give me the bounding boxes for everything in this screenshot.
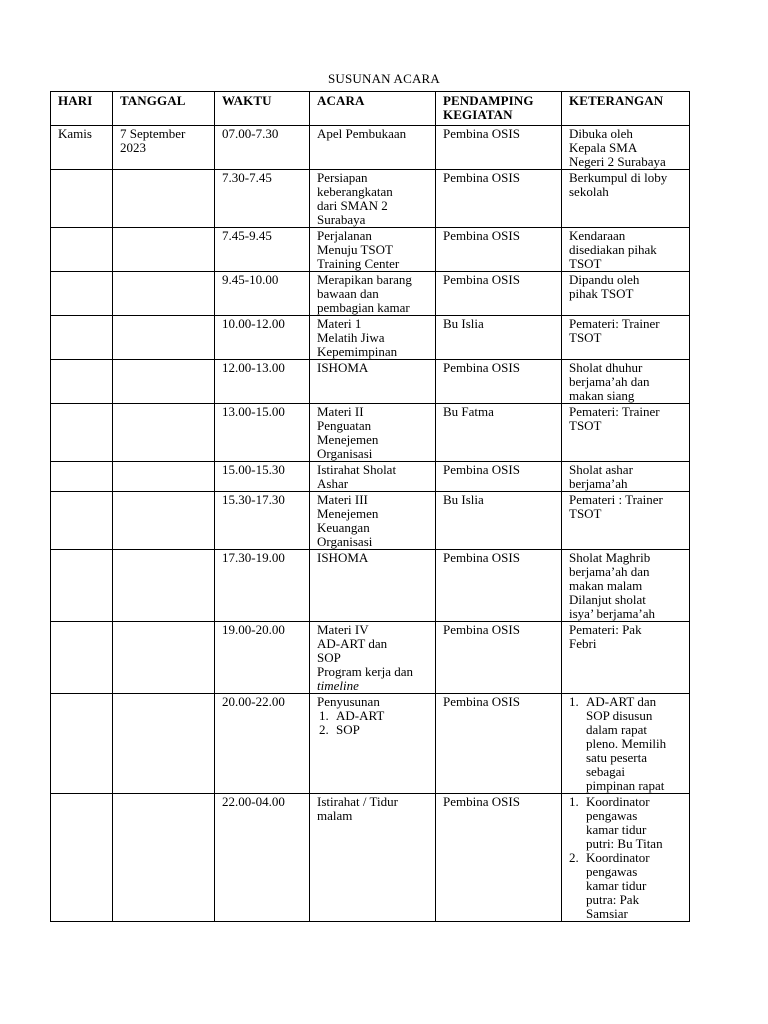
- keterangan-list-text: putri: Bu Titan: [586, 836, 663, 851]
- cell-keterangan-line: Kendaraan: [569, 228, 626, 243]
- cell-pendamping: Bu Fatma: [436, 404, 562, 462]
- keterangan-list-text: Koordinator: [586, 850, 650, 865]
- cell-acara-line: Persiapan: [317, 170, 368, 185]
- cell-keterangan-line: Pemateri : Trainer: [569, 492, 663, 507]
- cell-tanggal: [113, 462, 215, 492]
- cell-waktu: 13.00-15.00: [215, 404, 310, 462]
- cell-keterangan-line: sekolah: [569, 184, 609, 199]
- cell-acara: [310, 550, 436, 622]
- cell-keterangan-line: TSOT: [569, 506, 602, 521]
- cell-keterangan-line: TSOT: [569, 256, 602, 271]
- cell-acara: [310, 316, 436, 360]
- cell-waktu: 20.00-22.00: [215, 694, 310, 794]
- cell-acara-line: Organisasi: [317, 446, 373, 461]
- acara-list-number: 1.: [319, 708, 329, 723]
- cell-pendamping: Pembina OSIS: [436, 794, 562, 922]
- cell-waktu: 17.30-19.00: [215, 550, 310, 622]
- keterangan-list-text: satu peserta: [586, 750, 648, 765]
- cell-hari: [51, 316, 113, 360]
- keterangan-list-text: sebagai: [586, 764, 625, 779]
- cell-acara: [310, 360, 436, 404]
- keterangan-list-item: [569, 795, 682, 851]
- cell-acara: [310, 622, 436, 694]
- cell-keterangan-line: Sholat ashar: [569, 462, 633, 477]
- cell-keterangan-line: Dilanjut sholat: [569, 592, 646, 607]
- table-row: [51, 462, 690, 492]
- cell-keterangan: [562, 228, 690, 272]
- cell-hari: [51, 360, 113, 404]
- cell-pendamping: Pembina OSIS: [436, 272, 562, 316]
- keterangan-list-text: kamar tidur: [586, 822, 647, 837]
- cell-keterangan-line: berjama’ah dan: [569, 564, 650, 579]
- cell-acara: [310, 404, 436, 462]
- keterangan-list-number: 2.: [569, 850, 579, 865]
- schedule-table: [50, 91, 690, 922]
- cell-acara-line: pembagian kamar: [317, 300, 410, 315]
- cell-tanggal-line: 7 September: [120, 126, 186, 141]
- cell-keterangan-line: Pemateri: Trainer: [569, 316, 660, 331]
- cell-hari: [51, 272, 113, 316]
- cell-pendamping: Pembina OSIS: [436, 126, 562, 170]
- cell-pendamping: Bu Islia: [436, 316, 562, 360]
- cell-tanggal: [113, 794, 215, 922]
- cell-keterangan-line: isya’ berjama’ah: [569, 606, 656, 621]
- cell-acara-line: bawaan dan: [317, 286, 379, 301]
- header-acara: ACARA: [310, 92, 436, 126]
- keterangan-list-text: Koordinator: [586, 794, 650, 809]
- header-pendamping: [436, 92, 562, 126]
- cell-acara-line: Materi III: [317, 492, 368, 507]
- cell-keterangan-line: disediakan pihak: [569, 242, 657, 257]
- cell-hari: [51, 404, 113, 462]
- cell-acara-line: malam: [317, 808, 353, 823]
- cell-acara-line: Menejemen: [317, 432, 379, 447]
- cell-acara-line: Surabaya: [317, 212, 366, 227]
- cell-acara-line: Kepemimpinan: [317, 344, 398, 359]
- cell-acara-line: Penguatan: [317, 418, 372, 433]
- cell-acara-line: keberangkatan: [317, 184, 393, 199]
- keterangan-list-text: pleno. Memilih: [586, 736, 667, 751]
- cell-acara-line: Materi 1: [317, 316, 362, 331]
- cell-waktu: 9.45-10.00: [215, 272, 310, 316]
- acara-list-text: AD-ART: [336, 708, 385, 723]
- cell-keterangan-line: Berkumpul di loby: [569, 170, 668, 185]
- cell-acara-line: Melatih Jiwa: [317, 330, 385, 345]
- cell-keterangan-line: makan malam: [569, 578, 643, 593]
- table-row: [51, 316, 690, 360]
- cell-acara: [310, 694, 436, 794]
- cell-pendamping: Pembina OSIS: [436, 462, 562, 492]
- header-tanggal: TANGGAL: [113, 92, 215, 126]
- cell-tanggal: [113, 622, 215, 694]
- keterangan-list: [569, 795, 682, 921]
- cell-keterangan-line: Negeri 2 Surabaya: [569, 154, 666, 169]
- cell-hari: [51, 492, 113, 550]
- cell-waktu: 19.00-20.00: [215, 622, 310, 694]
- cell-keterangan-line: Pemateri: Trainer: [569, 404, 660, 419]
- table-row: [51, 794, 690, 922]
- cell-pendamping: Pembina OSIS: [436, 170, 562, 228]
- cell-acara-line: Menejemen: [317, 506, 379, 521]
- cell-waktu: 7.30-7.45: [215, 170, 310, 228]
- cell-acara-line: Organisasi: [317, 534, 373, 549]
- cell-acara: [310, 492, 436, 550]
- cell-hari: [51, 170, 113, 228]
- cell-waktu: 15.30-17.30: [215, 492, 310, 550]
- cell-keterangan: [562, 404, 690, 462]
- table-row: [51, 170, 690, 228]
- cell-keterangan-line: Febri: [569, 636, 597, 651]
- keterangan-list-text: pengawas: [586, 808, 638, 823]
- keterangan-list-text: dalam rapat: [586, 722, 647, 737]
- acara-list: [319, 709, 428, 737]
- header-row: [51, 92, 690, 126]
- cell-tanggal: [113, 126, 215, 170]
- table-row: [51, 126, 690, 170]
- cell-waktu: 7.45-9.45: [215, 228, 310, 272]
- keterangan-list-text: pengawas: [586, 864, 638, 879]
- cell-waktu: 07.00-7.30: [215, 126, 310, 170]
- keterangan-list-text: SOP disusun: [586, 708, 653, 723]
- cell-hari: [51, 622, 113, 694]
- header-keterangan: KETERANGAN: [562, 92, 690, 126]
- cell-hari: [51, 228, 113, 272]
- cell-acara-line: Training Center: [317, 256, 400, 271]
- cell-acara-line: dari SMAN 2: [317, 198, 388, 213]
- cell-hari: [51, 462, 113, 492]
- table-row: [51, 228, 690, 272]
- keterangan-list-text: putra: Pak: [586, 892, 640, 907]
- cell-tanggal: [113, 694, 215, 794]
- page-title: SUSUNAN ACARA: [327, 71, 441, 86]
- cell-keterangan-line: Dipandu oleh: [569, 272, 640, 287]
- cell-acara-line: Materi II: [317, 404, 364, 419]
- cell-keterangan-line: Dibuka oleh: [569, 126, 633, 141]
- cell-keterangan: [562, 316, 690, 360]
- acara-list-item: [319, 723, 428, 737]
- cell-acara: [310, 170, 436, 228]
- cell-acara-line: Istirahat Sholat: [317, 462, 397, 477]
- table-row: [51, 694, 690, 794]
- cell-pendamping: Bu Islia: [436, 492, 562, 550]
- cell-keterangan-line: makan siang: [569, 388, 635, 403]
- cell-acara: [310, 228, 436, 272]
- header-waktu: WAKTU: [215, 92, 310, 126]
- cell-acara-line: SOP: [317, 650, 341, 665]
- cell-tanggal: [113, 550, 215, 622]
- cell-pendamping: Pembina OSIS: [436, 360, 562, 404]
- cell-tanggal: [113, 404, 215, 462]
- cell-keterangan: [562, 694, 690, 794]
- cell-acara-line: Keuangan: [317, 520, 370, 535]
- cell-tanggal: [113, 316, 215, 360]
- cell-waktu: 22.00-04.00: [215, 794, 310, 922]
- cell-keterangan: [562, 360, 690, 404]
- cell-keterangan-line: Kepala SMA: [569, 140, 638, 155]
- cell-tanggal-line: 2023: [120, 140, 146, 155]
- cell-tanggal: [113, 170, 215, 228]
- cell-keterangan-line: berjama’ah dan: [569, 374, 650, 389]
- schedule-body: [51, 126, 690, 922]
- table-row: [51, 492, 690, 550]
- keterangan-list: [569, 695, 682, 793]
- keterangan-list-number: 1.: [569, 794, 579, 809]
- cell-waktu: 12.00-13.00: [215, 360, 310, 404]
- cell-keterangan-line: TSOT: [569, 418, 602, 433]
- cell-tanggal: [113, 360, 215, 404]
- keterangan-list-text: AD-ART dan: [586, 694, 657, 709]
- cell-pendamping: Pembina OSIS: [436, 694, 562, 794]
- header-pendamping-line: KEGIATAN: [443, 107, 513, 122]
- keterangan-list-text: Samsiar: [586, 906, 628, 921]
- cell-hari: [51, 550, 113, 622]
- acara-list-text: SOP: [336, 722, 360, 737]
- cell-keterangan-line: pihak TSOT: [569, 286, 634, 301]
- keterangan-list-text: pimpinan rapat: [586, 778, 665, 793]
- cell-keterangan: [562, 170, 690, 228]
- cell-acara-line: timeline: [317, 678, 359, 693]
- cell-keterangan: [562, 794, 690, 922]
- keterangan-list-number: 1.: [569, 694, 579, 709]
- acara-list-item: [319, 709, 428, 723]
- cell-keterangan: [562, 492, 690, 550]
- cell-acara-line: Apel Pembukaan: [317, 126, 407, 141]
- table-row: [51, 404, 690, 462]
- cell-keterangan: [562, 550, 690, 622]
- table-row: [51, 272, 690, 316]
- cell-acara-line: Merapikan barang: [317, 272, 412, 287]
- table-row: [51, 550, 690, 622]
- keterangan-list-item: [569, 695, 682, 793]
- cell-acara-line: ISHOMA: [317, 360, 369, 375]
- cell-acara-line: Program kerja dan: [317, 664, 414, 679]
- table-row: [51, 360, 690, 404]
- cell-acara-line: Ashar: [317, 476, 349, 491]
- cell-keterangan-line: Sholat dhuhur: [569, 360, 643, 375]
- cell-keterangan-line: Pemateri: Pak: [569, 622, 642, 637]
- table-row: [51, 622, 690, 694]
- cell-keterangan: [562, 622, 690, 694]
- cell-keterangan-line: Sholat Maghrib: [569, 550, 651, 565]
- cell-keterangan: [562, 126, 690, 170]
- cell-acara-line: Istirahat / Tidur: [317, 794, 398, 809]
- cell-hari: [51, 694, 113, 794]
- cell-pendamping: Pembina OSIS: [436, 228, 562, 272]
- cell-hari: Kamis: [51, 126, 113, 170]
- cell-tanggal: [113, 272, 215, 316]
- cell-keterangan: [562, 272, 690, 316]
- cell-tanggal: [113, 228, 215, 272]
- header-pendamping-line: PENDAMPING: [443, 93, 534, 108]
- cell-acara-line: Menuju TSOT: [317, 242, 393, 257]
- cell-pendamping: Pembina OSIS: [436, 622, 562, 694]
- cell-keterangan-line: berjama’ah: [569, 476, 628, 491]
- cell-acara-line: Perjalanan: [317, 228, 372, 243]
- cell-acara: [310, 794, 436, 922]
- cell-acara-line: ISHOMA: [317, 550, 369, 565]
- cell-pendamping: Pembina OSIS: [436, 550, 562, 622]
- cell-waktu: 15.00-15.30: [215, 462, 310, 492]
- cell-acara-line: AD-ART dan: [317, 636, 388, 651]
- acara-list-number: 2.: [319, 722, 329, 737]
- header-hari: HARI: [51, 92, 113, 126]
- cell-acara-line: Materi IV: [317, 622, 369, 637]
- cell-acara: [310, 272, 436, 316]
- cell-acara: [310, 462, 436, 492]
- cell-keterangan-line: TSOT: [569, 330, 602, 345]
- cell-keterangan: [562, 462, 690, 492]
- cell-acara: [310, 126, 436, 170]
- keterangan-list-text: kamar tidur: [586, 878, 647, 893]
- cell-tanggal: [113, 492, 215, 550]
- cell-waktu: 10.00-12.00: [215, 316, 310, 360]
- cell-hari: [51, 794, 113, 922]
- cell-acara-line: Penyusunan: [317, 694, 380, 709]
- keterangan-list-item: [569, 851, 682, 921]
